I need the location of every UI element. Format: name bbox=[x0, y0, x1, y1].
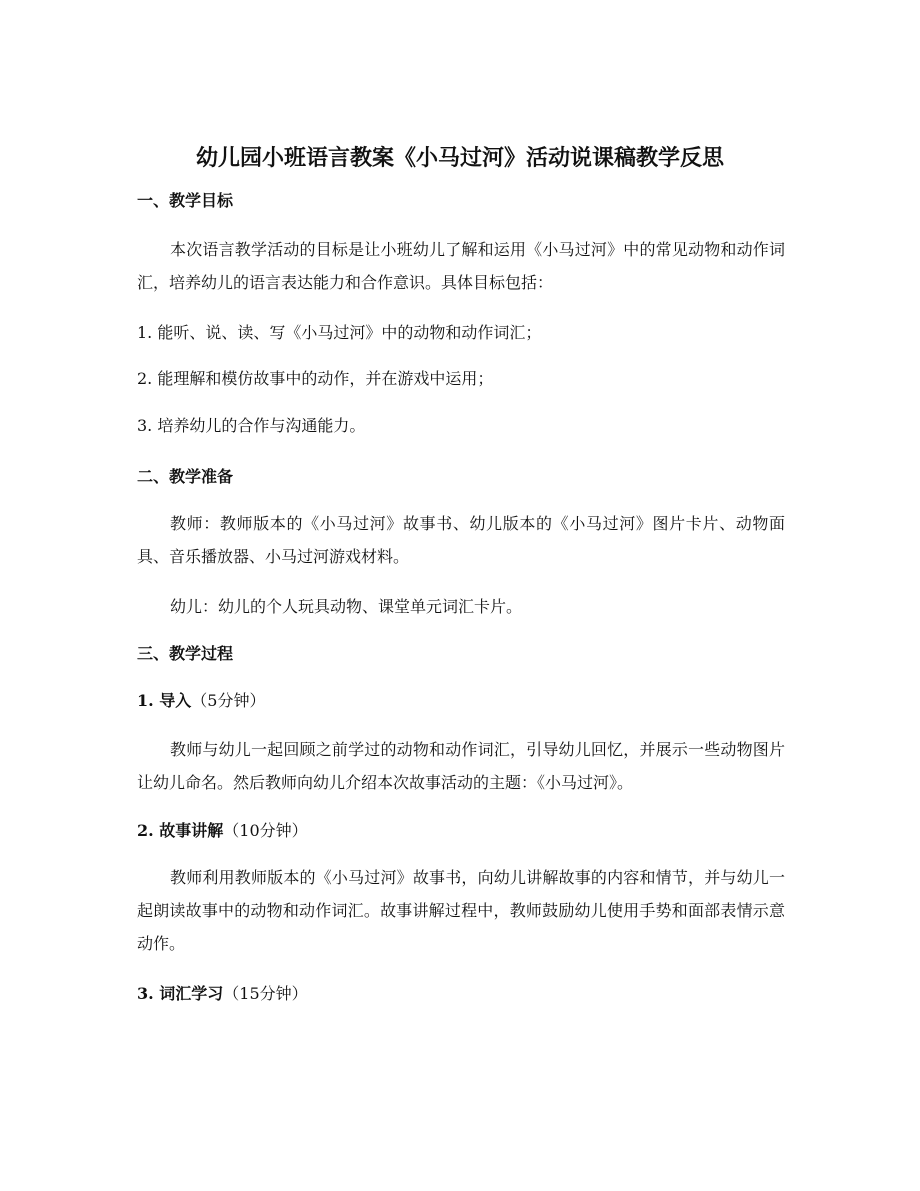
section-heading-process: 三、教学过程 bbox=[137, 644, 234, 663]
document-title: 幼儿园小班语言教案《小马过河》活动说课稿教学反思 bbox=[195, 145, 724, 171]
process-step-1-heading bbox=[137, 684, 785, 717]
goal-item-1: 1. 能听、说、读、写《小马过河》中的动物和动作词汇； bbox=[137, 323, 542, 342]
goals-intro-paragraph: 本次语言教学活动的目标是让小班幼儿了解和运用《小马过河》中的常见动物和动作词汇，培养幼儿的语言表达能力和合作意识。具体目标包括： bbox=[137, 240, 785, 292]
goal-item-3: 3. 培养幼儿的合作与沟通能力。 bbox=[137, 416, 366, 435]
section-heading-goals: 一、教学目标 bbox=[137, 191, 234, 210]
process-step-1-label: 1. 导入 bbox=[137, 691, 192, 710]
process-step-1-paragraph: 教师与幼儿一起回顾之前学过的动物和动作词汇，引导幼儿回忆，并展示一些动物图片让幼儿命名。然后教师向幼儿介绍本次故事活动的主题：《小马过河》。 bbox=[137, 740, 785, 792]
preparation-teacher-paragraph: 教师：教师版本的《小马过河》故事书、幼儿版本的《小马过河》图片卡片、动物面具、音乐播放器、小马过河游戏材料。 bbox=[137, 514, 785, 566]
process-step-2-duration: （10分钟） bbox=[223, 821, 308, 840]
process-step-3-label: 3. 词汇学习 bbox=[137, 984, 224, 1003]
goal-item-2: 2. 能理解和模仿故事中的动作，并在游戏中运用； bbox=[137, 369, 494, 388]
preparation-children-paragraph: 幼儿：幼儿的个人玩具动物、课堂单元词汇卡片。 bbox=[170, 597, 523, 616]
process-step-2-paragraph: 教师利用教师版本的《小马过河》故事书，向幼儿讲解故事的内容和情节，并与幼儿一起朗读故事中的动物和动作词汇。故事讲解过程中，教师鼓励幼儿使用手势和面部表情示意动作。 bbox=[137, 868, 785, 953]
process-step-2-label: 2. 故事讲解 bbox=[137, 821, 224, 840]
process-step-3-heading bbox=[137, 977, 785, 1010]
section-heading-preparation: 二、教学准备 bbox=[137, 467, 234, 486]
process-step-2-heading bbox=[137, 814, 785, 847]
process-step-3-duration: （15分钟） bbox=[223, 984, 308, 1003]
process-step-1-duration: （5分钟） bbox=[191, 691, 266, 710]
